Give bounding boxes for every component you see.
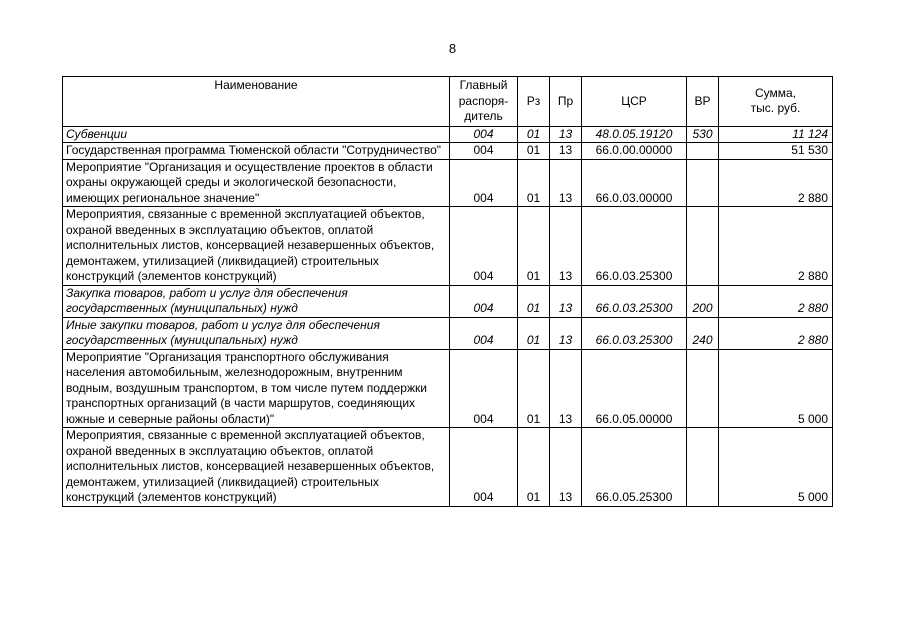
row-csr: 66.0.05.25300 — [582, 428, 687, 507]
header-admin-line: распоря- — [458, 93, 509, 108]
row-sum: 2 880 — [719, 317, 833, 349]
table-row — [63, 207, 833, 286]
header-pr: Пр — [550, 77, 582, 127]
row-sum: 2 880 — [719, 207, 833, 286]
table-row — [63, 285, 833, 317]
header-csr: ЦСР — [582, 77, 687, 127]
row-admin: 004 — [450, 349, 518, 428]
row-name: Иные закупки товаров, работ и услуг для обеспечения государственных (муниципальных) нужд — [63, 317, 450, 349]
row-rz: 01 — [518, 349, 550, 428]
table-body — [63, 126, 833, 506]
table-row — [63, 143, 833, 160]
page-number: 8 — [448, 41, 457, 56]
row-pr: 13 — [550, 126, 582, 143]
row-admin: 004 — [450, 126, 518, 143]
row-name: Мероприятие "Организация транспортного обслуживания населения автомобильным, железнодорожным, внутренним водным, воздушным транспортом, в том числе путем поддержки транспортных организаций (в части маршрутов, соединяющих южные и северные районы области)" — [63, 349, 450, 428]
row-name: Мероприятия, связанные с временной эксплуатацией объектов, охраной введенных в эксплуатацию объектов, оплатой исполнительных листов, консервацией незавершенных объектов, демонтажем, утилизацией (ликвидацией) строительных конструкций (элементов конструкций) — [63, 207, 450, 286]
row-admin: 004 — [450, 285, 518, 317]
row-name: Мероприятие "Организация и осуществление проектов в области охраны окружающей среды и экологической безопасности, имеющих региональное значение" — [63, 159, 450, 207]
table-row — [63, 159, 833, 207]
header-admin-line: Главный — [459, 78, 508, 92]
header-rz: Рз — [518, 77, 550, 127]
row-sum: 11 124 — [719, 126, 833, 143]
row-vr: 200 — [687, 285, 719, 317]
row-pr: 13 — [550, 159, 582, 207]
row-sum: 2 880 — [719, 285, 833, 317]
row-rz: 01 — [518, 126, 550, 143]
row-csr: 66.0.03.00000 — [582, 159, 687, 207]
row-csr: 66.0.05.00000 — [582, 349, 687, 428]
row-vr — [687, 143, 719, 160]
row-rz: 01 — [518, 317, 550, 349]
row-admin: 004 — [450, 159, 518, 207]
row-sum: 5 000 — [719, 428, 833, 507]
table-row — [63, 349, 833, 428]
row-vr: 530 — [687, 126, 719, 143]
row-rz: 01 — [518, 428, 550, 507]
header-sum — [719, 77, 833, 127]
header-name: Наименование — [63, 77, 450, 127]
row-csr: 66.0.03.25300 — [582, 317, 687, 349]
table-row — [63, 126, 833, 143]
row-csr: 66.0.00.00000 — [582, 143, 687, 160]
row-vr — [687, 159, 719, 207]
header-admin — [450, 77, 518, 127]
row-pr: 13 — [550, 317, 582, 349]
row-name: Закупка товаров, работ и услуг для обеспечения государственных (муниципальных) нужд — [63, 285, 450, 317]
row-vr — [687, 349, 719, 428]
row-csr: 66.0.03.25300 — [582, 207, 687, 286]
row-vr — [687, 428, 719, 507]
row-admin: 004 — [450, 428, 518, 507]
table-row — [63, 317, 833, 349]
row-sum: 51 530 — [719, 143, 833, 160]
table-row — [63, 428, 833, 507]
row-csr: 66.0.03.25300 — [582, 285, 687, 317]
row-admin: 004 — [450, 143, 518, 160]
row-name: Мероприятия, связанные с временной эксплуатацией объектов, охраной введенных в эксплуатацию объектов, оплатой исполнительных листов, консервацией незавершенных объектов, демонтажем, утилизацией (ликвидацией) строительных конструкций (элементов конструкций) — [63, 428, 450, 507]
row-rz: 01 — [518, 207, 550, 286]
row-name: Субвенции — [63, 126, 450, 143]
header-sum-line: тыс. руб. — [750, 101, 801, 116]
header-sum-line: Сумма, — [754, 85, 797, 100]
row-pr: 13 — [550, 143, 582, 160]
row-vr — [687, 207, 719, 286]
row-sum: 2 880 — [719, 159, 833, 207]
row-rz: 01 — [518, 159, 550, 207]
row-admin: 004 — [450, 317, 518, 349]
row-rz: 01 — [518, 285, 550, 317]
row-rz: 01 — [518, 143, 550, 160]
table-header-row — [63, 77, 833, 127]
row-sum: 5 000 — [719, 349, 833, 428]
row-pr: 13 — [550, 349, 582, 428]
header-admin-line: дитель — [464, 109, 503, 123]
row-pr: 13 — [550, 428, 582, 507]
row-pr: 13 — [550, 285, 582, 317]
row-pr: 13 — [550, 207, 582, 286]
header-vr: ВР — [687, 77, 719, 127]
row-vr: 240 — [687, 317, 719, 349]
row-name: Государственная программа Тюменской области "Сотрудничество" — [63, 143, 450, 160]
row-admin: 004 — [450, 207, 518, 286]
row-csr: 48.0.05.19120 — [582, 126, 687, 143]
budget-table — [62, 76, 833, 507]
